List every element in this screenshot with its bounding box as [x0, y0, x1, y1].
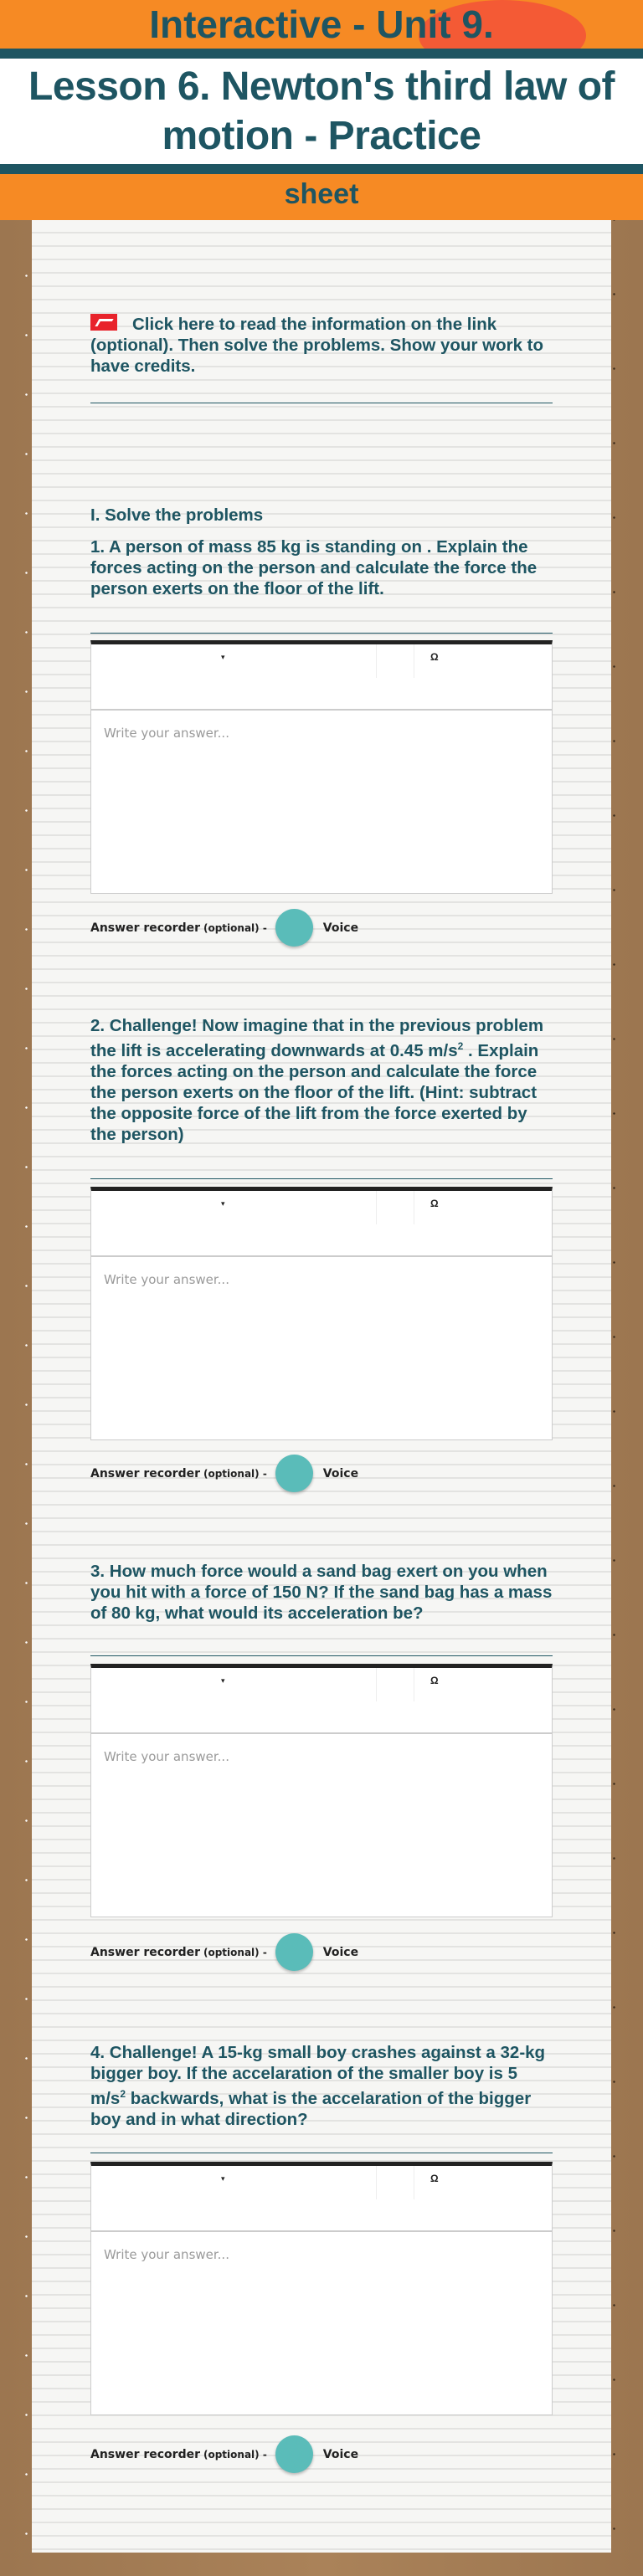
- answer-recorder-1: [90, 909, 358, 947]
- format-dropdown[interactable]: ▾: [221, 1676, 225, 1685]
- title-overflow-top: Interactive - Unit 9.: [149, 3, 494, 46]
- divider: [90, 633, 553, 634]
- answer-editor-4: [90, 2162, 553, 2415]
- voice-label: Voice: [322, 921, 359, 935]
- intro-link[interactable]: [90, 314, 553, 377]
- editor-toolbar: [91, 644, 552, 711]
- worksheet-paper: [32, 220, 611, 2553]
- voice-label: Voice: [322, 1466, 359, 1480]
- record-button[interactable]: [275, 1933, 313, 1971]
- recorder-optional: (optional) -: [203, 2448, 267, 2461]
- record-button[interactable]: [275, 1455, 313, 1492]
- answer-editor-2: [90, 1187, 553, 1440]
- header: [0, 0, 643, 220]
- recorder-optional: (optional) -: [203, 1467, 267, 1480]
- editor-toolbar: [91, 2166, 552, 2232]
- divider: [90, 1655, 553, 1656]
- format-dropdown[interactable]: ▾: [221, 2174, 225, 2183]
- intro-text-2: Show your work to have credits.: [90, 336, 544, 376]
- intro-text[interactable]: Click here to read the information on the link (optional). Then solve the problems.: [90, 315, 497, 355]
- recorder-optional: (optional) -: [203, 1946, 267, 1958]
- answer-input-3[interactable]: [91, 1734, 552, 1914]
- divider: [90, 1178, 553, 1179]
- link-flag-icon[interactable]: [90, 314, 117, 331]
- answer-recorder-3: [90, 1933, 358, 1971]
- format-dropdown[interactable]: ▾: [221, 653, 225, 661]
- answer-input-1[interactable]: [91, 711, 552, 890]
- special-char-button[interactable]: Ω: [430, 1198, 439, 1209]
- special-char-button[interactable]: Ω: [430, 1675, 439, 1686]
- record-button[interactable]: [275, 909, 313, 947]
- record-button[interactable]: [275, 2435, 313, 2473]
- question-3: 3. How much force would a sand bag exert on you when you hit with a force of 150 N? If the sand bag has a mass of 80 kg, what would its acceleration be?: [90, 1562, 553, 1623]
- special-char-button[interactable]: Ω: [430, 2173, 439, 2184]
- answer-editor-3: [90, 1664, 553, 1917]
- question-2: 2. Challenge! Now imagine that in the previous problem the lift is accelerating downwards at 0.45 $m/s^2$ . Explain the forces acting on the person and calculate the force the person exerts on the floor of the lift. (Hint: subtract the opposite force of the lift from the force exerted by the person): [90, 1016, 544, 1144]
- editor-toolbar: [91, 1191, 552, 1257]
- recorder-label: Answer recorder: [90, 1466, 200, 1480]
- editor-toolbar: [91, 1668, 552, 1734]
- format-dropdown[interactable]: ▾: [221, 1199, 225, 1208]
- recorder-label: Answer recorder: [90, 2447, 200, 2461]
- section-heading: I. Solve the problems: [90, 505, 264, 525]
- voice-label: Voice: [322, 2447, 359, 2461]
- question-4: 4. Challenge! A 15-kg small boy crashes against a 32-kg bigger boy. If the accelaration of the smaller boy is 5 $m/s^2$ backwards, what is the accelaration of the bigger boy and in what direction?: [90, 2043, 546, 2129]
- answer-input-2[interactable]: [91, 1257, 552, 1437]
- title-overflow-bottom: sheet: [284, 178, 359, 210]
- answer-input-4[interactable]: [91, 2232, 552, 2412]
- recorder-label: Answer recorder: [90, 921, 200, 935]
- voice-label: Voice: [322, 1945, 359, 1959]
- recorder-optional: (optional) -: [203, 921, 267, 934]
- question-1: 1. A person of mass 85 kg is standing on . Explain the forces acting on the person and calculate the force the person exerts on the floor of the lift.: [90, 537, 538, 598]
- page-title: Lesson 6. Newton's third law of motion - Practice: [28, 64, 615, 158]
- answer-recorder-2: [90, 1455, 358, 1492]
- title-band: [0, 49, 643, 174]
- answer-recorder-4: [90, 2435, 358, 2473]
- special-char-button[interactable]: Ω: [430, 651, 439, 663]
- answer-editor-1: [90, 640, 553, 894]
- recorder-label: Answer recorder: [90, 1945, 200, 1959]
